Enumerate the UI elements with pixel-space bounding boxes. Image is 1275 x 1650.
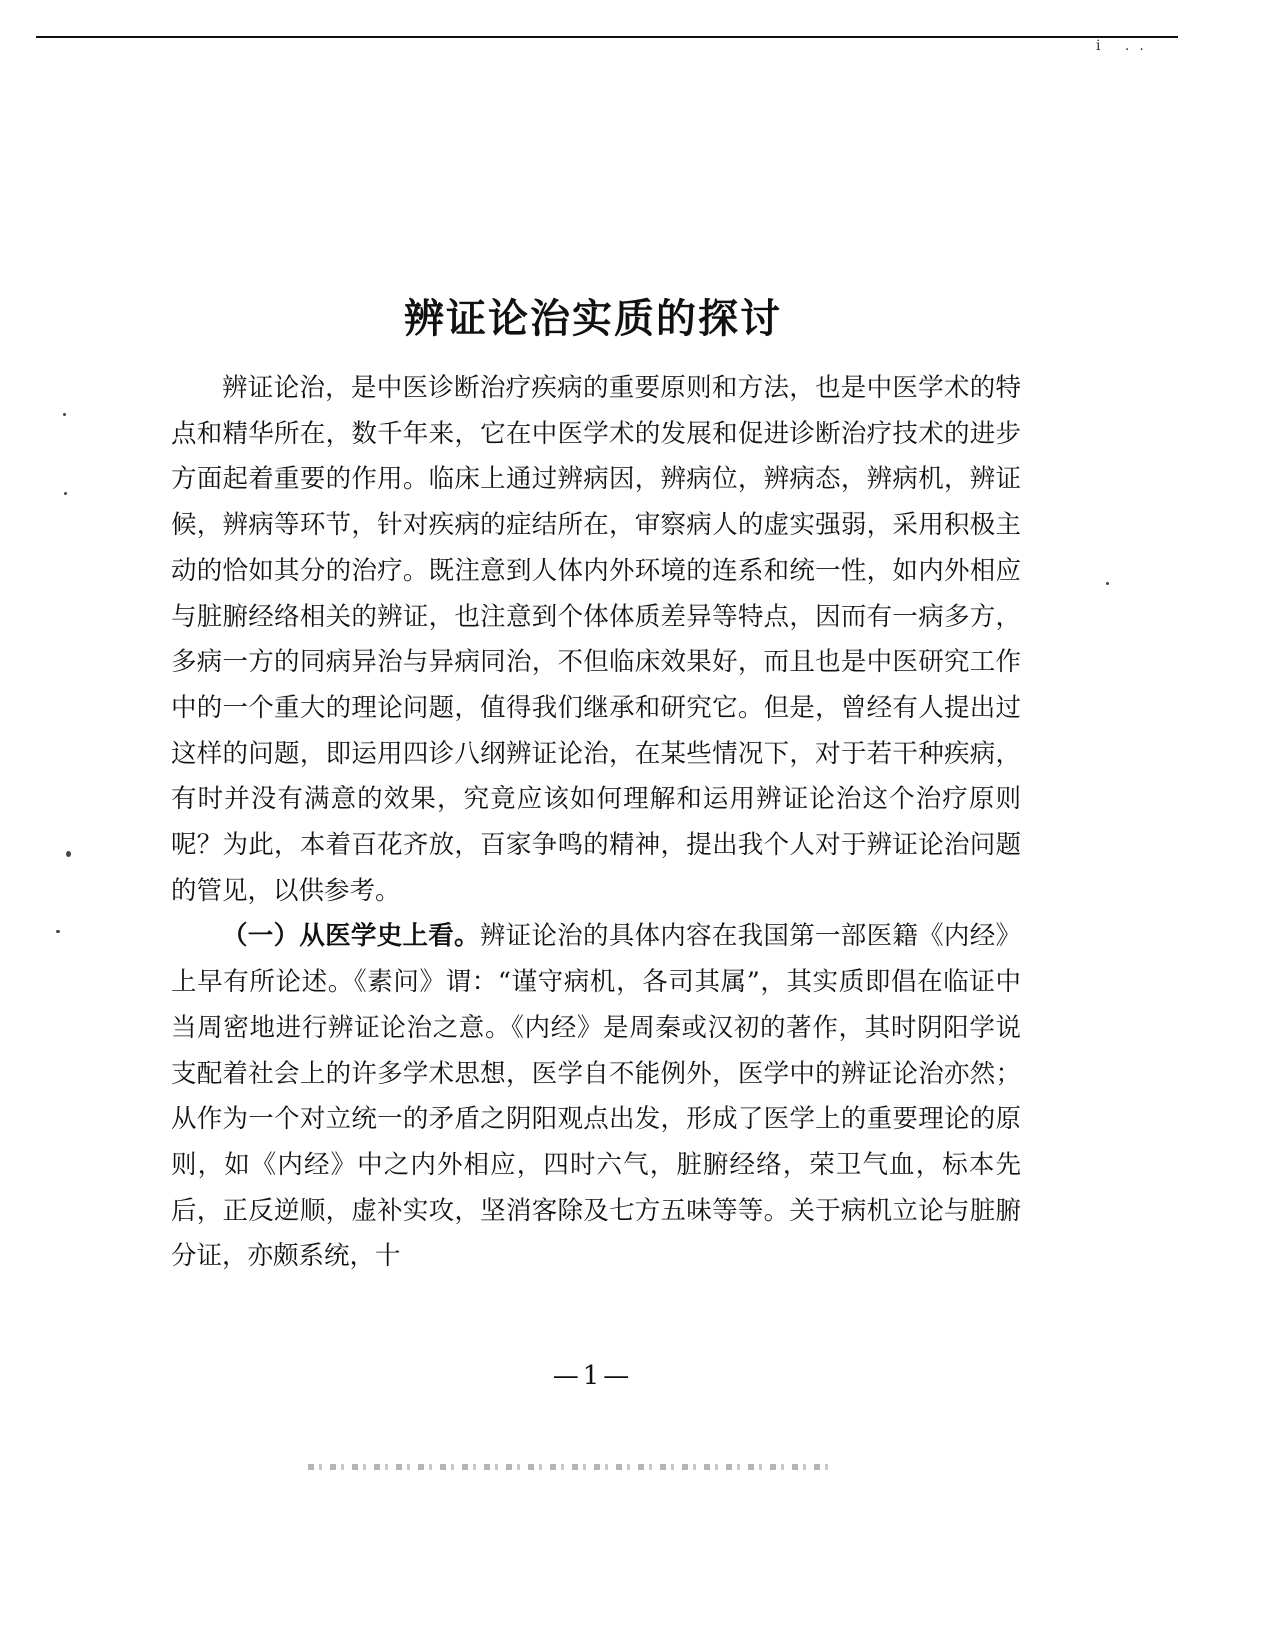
corner-mark: i .. xyxy=(1096,38,1154,54)
scan-speck xyxy=(66,851,71,857)
section-heading: （一）从医学史上看。 xyxy=(222,921,480,952)
paragraph-text: 辨证论治的具体内容在我国第一部医籍《内经》上早有所论述。《素问》谓：“谨守病机，各司其属”，其实质即倡在临证中当周密地进行辨证论治之意。《内经》是周秦或汉初的著作，其时阴阳学说支配着社会上的许多学术思想，医学自不能例外，医学中的辨证论治亦然；从作为一个对立统一的矛盾之阴阳观点出发，形成了医学上的重要理论的原则，如《内经》中之内外相应，四时六气，脏腑经络，荣卫气血，标本先后，正反逆顺，虚补实攻，坚消客除及七方五味等等。关于病机立论与脏腑分证，亦颇系统，十 xyxy=(171,921,1021,1272)
paragraph-intro xyxy=(171,366,1021,914)
scan-speck xyxy=(63,413,66,416)
scan-speck xyxy=(64,492,67,495)
scan-speck xyxy=(56,930,60,933)
top-rule xyxy=(36,36,1178,38)
paragraph-section-1 xyxy=(171,914,1021,1280)
page-number: —1— xyxy=(552,1361,634,1391)
page-title: 辨证论治实质的探讨 xyxy=(404,294,782,342)
paragraph-text: 辨证论治，是中医诊断治疗疾病的重要原则和方法，也是中医学术的特点和精华所在，数千年来，它在中医学术的发展和促进诊断治疗技术的进步方面起着重要的作用。临床上通过辨病因，辨病位，辨病态，辨病机，辨证候，辨病等环节，针对疾病的症结所在，审察病人的虚实强弱，采用积极主动的恰如其分的治疗。既注意到人体内外环境的连系和统一性，如内外相应与脏腑经络相关的辨证，也注意到个体体质差异等特点，因而有一病多方，多病一方的同病异治与异病同治，不但临床效果好，而且也是中医研究工作中的一个重大的理论问题，值得我们继承和研究它。但是，曾经有人提出过这样的问题，即运用四诊八纲辨证论治，在某些情况下，对于若干种疾病，有时并没有满意的效果，究竟应该如何理解和运用辨证论治这个治疗原则呢？为此，本着百花齐放，百家争鸣的精神，提出我个人对于辨证论治问题的管见，以供参考。 xyxy=(171,373,1021,906)
scan-speck xyxy=(1106,582,1109,585)
article-body xyxy=(171,366,1021,1280)
scan-noise xyxy=(308,1464,828,1470)
